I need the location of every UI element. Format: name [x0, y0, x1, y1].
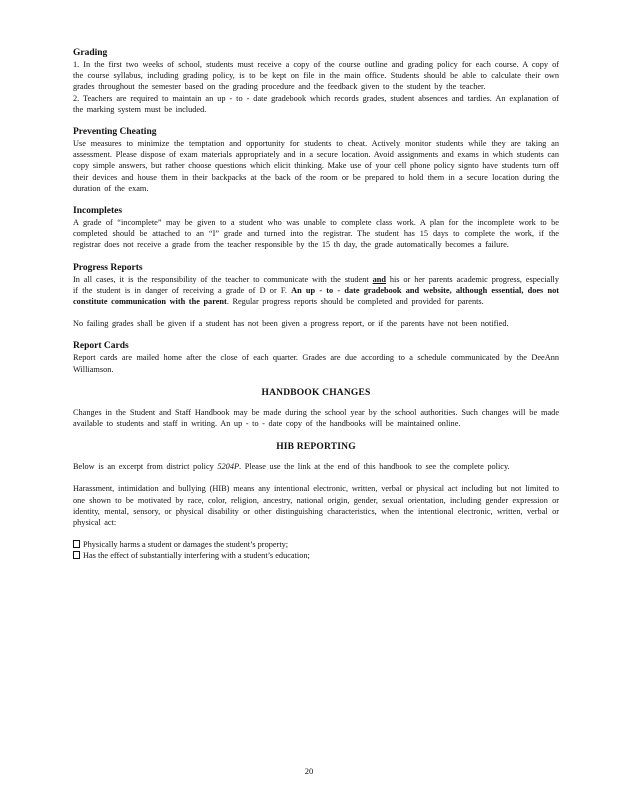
report-cards-heading: Report Cards — [73, 341, 129, 352]
progress-section — [73, 262, 559, 330]
page-number: 20 — [304, 766, 314, 776]
hib-bullet-item — [73, 539, 559, 550]
progress-text-a: In all cases, it is the responsibility of the teacher to communicate with the student — [73, 274, 373, 284]
hib-text-a: Below is an excerpt from district policy — [73, 462, 218, 472]
progress-paragraph-1 — [73, 274, 559, 308]
progress-text-c: . Regular progress reports should be completed and provided for parents. — [226, 297, 484, 307]
document-page — [73, 47, 559, 562]
progress-bold-statement: An up - to - date gradebook and website, although essential, does not constitute communication with the parent — [73, 285, 559, 307]
progress-text-b: his or her parents academic progress, especially if the student is in danger of receiving a grade of D or F. — [73, 274, 559, 295]
report-cards-paragraph: Report cards are mailed home after the close of each quarter. Grades are due according to a schedule communicated by the DeeAnn Williamson. — [73, 353, 559, 374]
hib-bullet-1: Physically harms a student or damages the student’s property; — [83, 540, 289, 550]
cheating-heading: Preventing Cheating — [73, 127, 157, 138]
hib-paragraph-2: Harassment, intimidation and bullying (HIB) means any intentional electronic, written, verbal or physical act including but not limited to one shown to be motivated by race, color, religion, ancestry, national origin, gender, sexual orientation, including gender expression or identity, mental, sensory, or physical disability or other distinguishing characteristics, when the intentional electronic, written, verbal or physical act: — [73, 484, 559, 528]
hib-bullet-item — [73, 550, 559, 561]
checkbox-bullet-icon — [73, 540, 80, 548]
handbook-changes-paragraph: Changes in the Student and Staff Handbook may be made during the school year by the school authorities. Such changes will be made available to students and staff in writing. An up - to - date copy of the handbooks will be maintained online. — [73, 407, 559, 429]
grading-paragraph-1: 1. In the first two weeks of school, students must receive a copy of the course outline and grading policy for each course. A copy of the course syllabus, including grading policy, is to be kept on file in the main office. Students should be able to calculate their own grades throughout the semester based on the grading procedure and the feedback given to the student by the teacher. — [73, 60, 559, 92]
checkbox-bullet-icon — [73, 551, 80, 559]
hib-bullet-2: Has the effect of substantially interfering with a student’s education; — [83, 551, 310, 561]
hib-policy-number: 5204P — [217, 462, 240, 472]
incompletes-paragraph: A grade of “incomplete” may be given to a student who was unable to complete class work. A plan for the incomplete work to be completed should be attached to an “I” grade and turned into the registrar. The student has 15 days to complete the work, if the registrar does not receive a grade from the teacher responsible by the 15 th day, the grade automatically becomes a failure. — [73, 218, 559, 250]
grading-heading: Grading — [73, 48, 108, 58]
incompletes-section — [73, 205, 559, 251]
grading-paragraph-2: 2. Teachers are required to maintain an up - to - date gradebook which records grades, student absences and tardies. An explanation of the marking system must be included. — [73, 93, 559, 114]
incompletes-heading: Incompletes — [73, 206, 123, 217]
cheating-paragraph: Use measures to minimize the temptation and opportunity for students to cheat. Actively monitor students while they are taking an assessment. Please dispose of exam materials appropriately and in a secure location. Avoid assignments and exams in which students can copy simple answers, but rather choose questions which elicit thinking. Make use of your cell phone policy signto have students turn off their devices and house them in their backpacks at the back of the room or be prepared to hold them in a secure location during the duration of the exam. — [73, 139, 559, 193]
progress-paragraph-2: No failing grades shall be given if a student has not been given a progress report, or if the parents have not been notified. — [73, 319, 509, 329]
progress-heading: Progress Reports — [73, 262, 143, 273]
grading-section — [73, 47, 559, 115]
hib-text-b: . Please use the link at the end of this handbook to see the complete policy. — [239, 462, 510, 472]
progress-and-word: and — [372, 274, 386, 284]
handbook-changes-heading: HANDBOOK CHANGES — [261, 387, 371, 398]
hib-reporting-heading: HIB REPORTING — [276, 442, 356, 453]
hib-paragraph-1 — [73, 461, 559, 472]
report-cards-section — [73, 340, 559, 374]
cheating-section — [73, 126, 559, 194]
